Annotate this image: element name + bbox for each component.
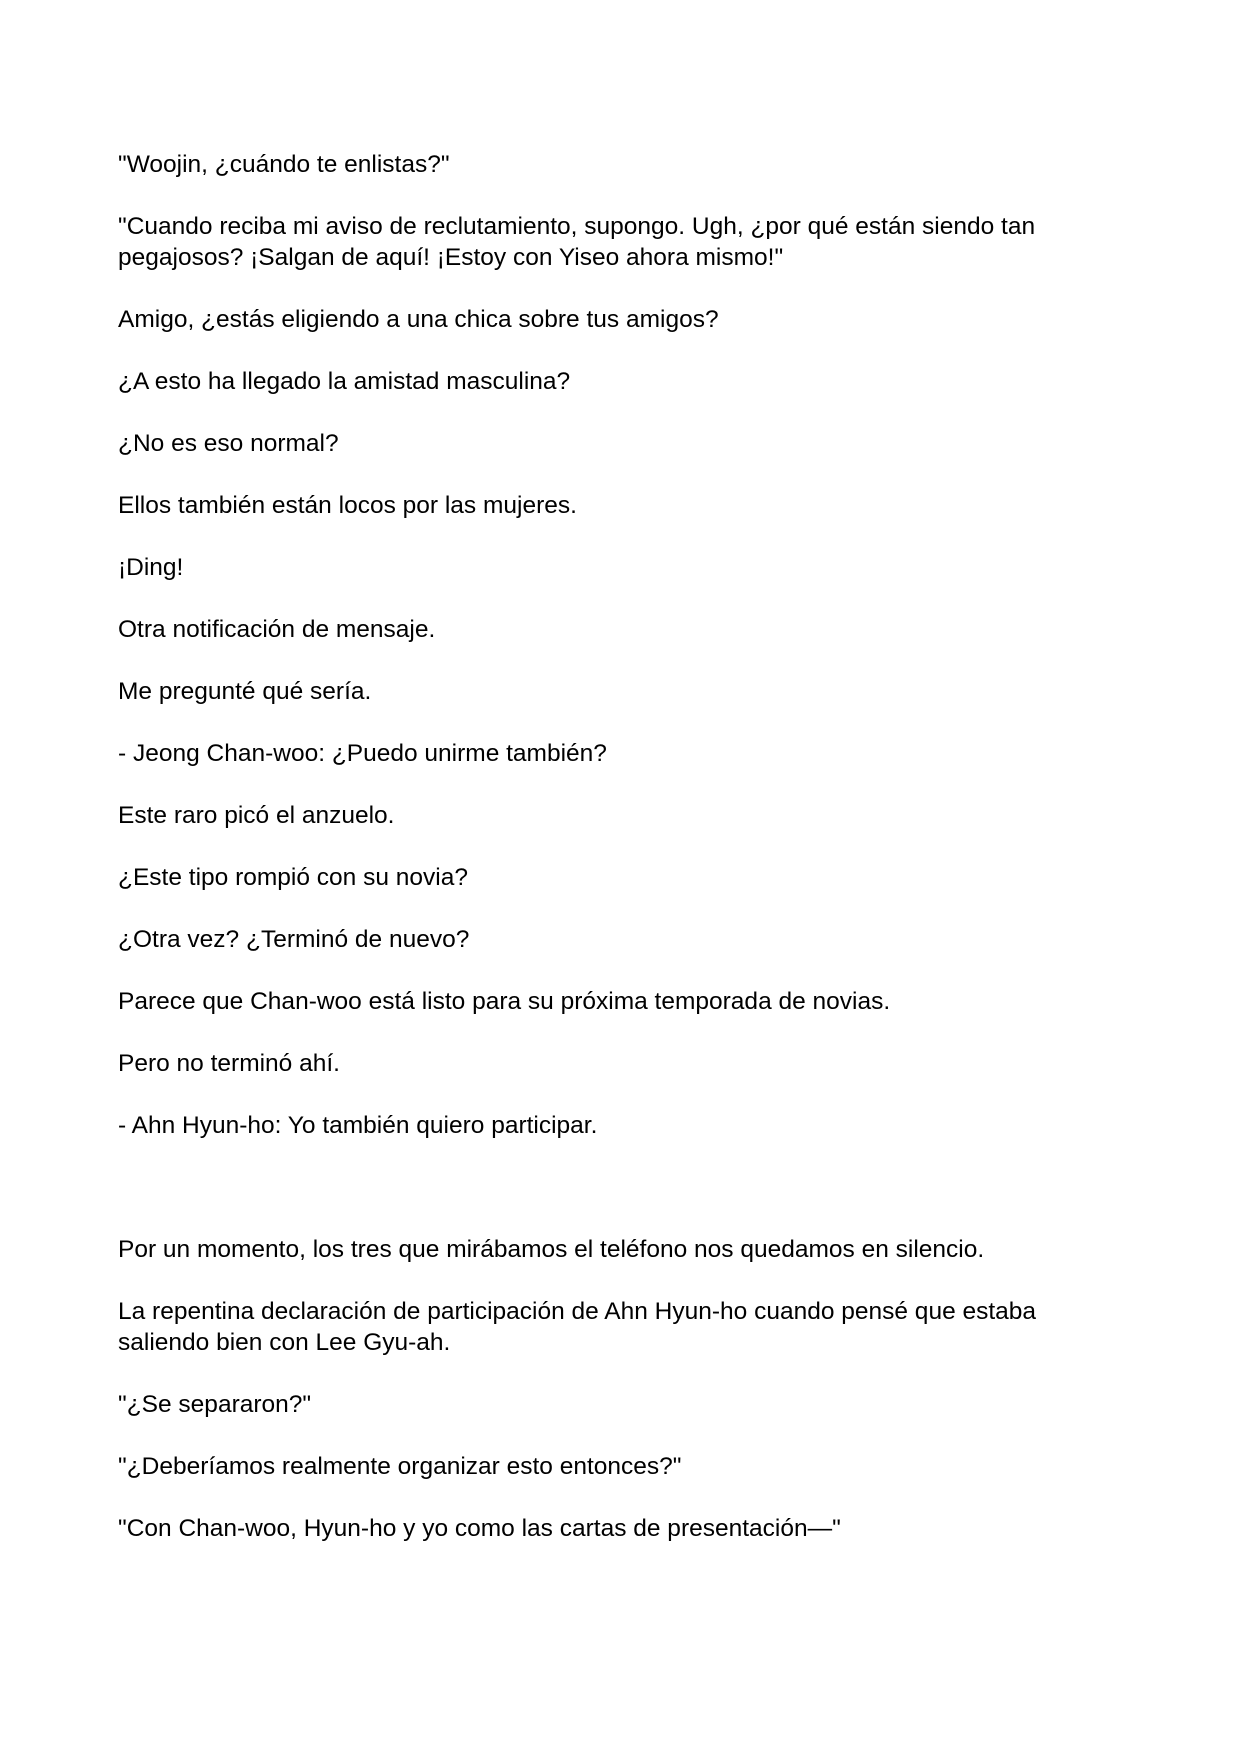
section-gap	[118, 1172, 1128, 1234]
paragraph: ¿Este tipo rompió con su novia?	[118, 864, 468, 891]
paragraph: - Jeong Chan-woo: ¿Puedo unirme también?	[118, 740, 607, 767]
paragraph: ¿A esto ha llegado la amistad masculina?	[118, 368, 571, 395]
paragraph: ¿No es eso normal?	[118, 430, 339, 457]
paragraph: ¿Otra vez? ¿Terminó de nuevo?	[118, 926, 470, 953]
paragraph: Amigo, ¿estás eligiendo a una chica sobre tus amigos?	[118, 306, 719, 333]
paragraph: Por un momento, los tres que mirábamos el teléfono nos quedamos en silencio.	[118, 1236, 985, 1263]
paragraph: Parece que Chan-woo está listo para su próxima temporada de novias.	[118, 988, 891, 1015]
paragraph: Este raro picó el anzuelo.	[118, 802, 395, 829]
paragraph: Otra notificación de mensaje.	[118, 616, 436, 643]
paragraph: "Woojin, ¿cuándo te enlistas?"	[118, 151, 450, 178]
paragraph: La repentina declaración de participación de Ahn Hyun-ho cuando pensé que estaba saliendo bien con Lee Gyu-ah.	[118, 1298, 1037, 1356]
paragraph: "Con Chan-woo, Hyun-ho y yo como las cartas de presentación—"	[118, 1515, 841, 1542]
paragraph: - Ahn Hyun-ho: Yo también quiero participar.	[118, 1112, 598, 1139]
paragraph: "Cuando reciba mi aviso de reclutamiento, supongo. Ugh, ¿por qué están siendo tan pegajosos? ¡Salgan de aquí! ¡Estoy con Yiseo ahora mismo!"	[118, 213, 1036, 271]
paragraph: Pero no terminó ahí.	[118, 1050, 340, 1077]
document-body	[118, 149, 1128, 1575]
paragraph: Ellos también están locos por las mujeres.	[118, 492, 577, 519]
paragraph: Me pregunté qué sería.	[118, 678, 372, 705]
paragraph: ¡Ding!	[118, 554, 184, 581]
paragraph: "¿Deberíamos realmente organizar esto entonces?"	[118, 1453, 682, 1480]
paragraph: "¿Se separaron?"	[118, 1391, 312, 1418]
